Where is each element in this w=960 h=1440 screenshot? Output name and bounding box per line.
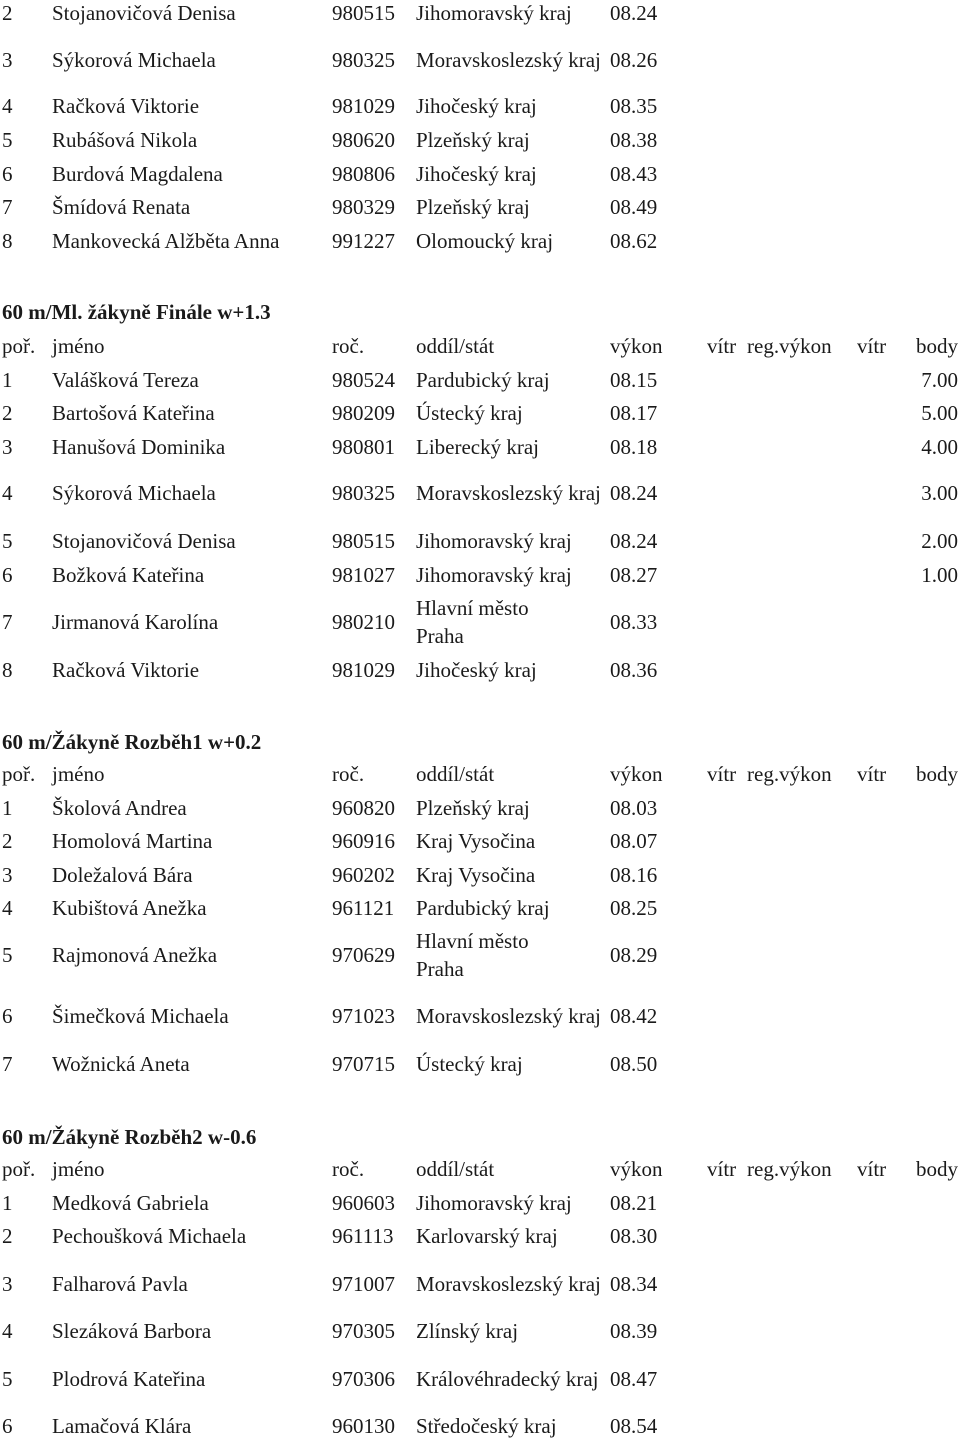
athlete-name: Rubášová Nikola: [52, 128, 198, 152]
header-name: jméno: [52, 1157, 105, 1181]
athlete-name: Plodrová Kateřina: [52, 1367, 206, 1391]
header-year: roč.: [332, 334, 365, 358]
performance: 08.29: [610, 943, 658, 967]
performance: 08.18: [610, 435, 658, 459]
club: Plzeňský kraj: [416, 128, 530, 152]
birth-year: 970306: [332, 1367, 395, 1391]
performance: 08.36: [610, 658, 658, 682]
points: 5.00: [921, 401, 958, 425]
section-title: 60 m/Žákyně Rozběh1 w+0.2: [2, 730, 262, 754]
birth-year: 980515: [332, 1, 395, 25]
club: Moravskoslezský kraj: [416, 48, 601, 72]
rank: 7: [2, 195, 13, 219]
table-row: [0, 126, 960, 154]
performance: 08.33: [610, 610, 658, 634]
rank: 3: [2, 435, 13, 459]
rank: 8: [2, 229, 13, 253]
club: Jihočeský kraj: [416, 658, 537, 682]
birth-year: 980801: [332, 435, 395, 459]
rank: 2: [2, 1, 13, 25]
header-points: body: [916, 334, 958, 358]
rank: 5: [2, 128, 13, 152]
performance: 08.25: [610, 896, 658, 920]
athlete-name: Medková Gabriela: [52, 1191, 209, 1215]
performance: 08.30: [610, 1224, 658, 1248]
table-header: [0, 760, 960, 788]
header-club: oddíl/stát: [416, 334, 495, 358]
performance: 08.39: [610, 1319, 658, 1343]
table-row: [0, 399, 960, 427]
rank: 1: [2, 368, 13, 392]
table-header: [0, 1155, 960, 1183]
birth-year: 960603: [332, 1191, 395, 1215]
rank: 4: [2, 1319, 13, 1343]
club: Plzeňský kraj: [416, 796, 530, 820]
club: Jihočeský kraj: [416, 162, 537, 186]
club: Hlavní město Praha: [416, 596, 529, 648]
table-row: [0, 30, 960, 90]
athlete-name: Jirmanová Karolína: [52, 610, 219, 634]
athlete-name: Burdová Magdalena: [52, 162, 223, 186]
points: 7.00: [921, 368, 958, 392]
club: Moravskoslezský kraj: [416, 1272, 601, 1296]
athlete-name: Božková Kateřina: [52, 563, 205, 587]
rank: 5: [2, 1367, 13, 1391]
club: Pardubický kraj: [416, 896, 550, 920]
athlete-name: Šimečková Michaela: [52, 1004, 229, 1028]
athlete-name: Školová Andrea: [52, 796, 187, 820]
birth-year: 991227: [332, 229, 395, 253]
performance: 08.03: [610, 796, 658, 820]
athlete-name: Šmídová Renata: [52, 195, 191, 219]
table-row: [0, 1222, 960, 1250]
table-row: [0, 1412, 960, 1440]
header-year: roč.: [332, 1157, 365, 1181]
rank: 7: [2, 1052, 13, 1076]
table-row: [0, 0, 960, 26]
header-rank: poř.: [2, 334, 36, 358]
birth-year: 980325: [332, 48, 395, 72]
header-club: oddíl/stát: [416, 762, 495, 786]
birth-year: 980210: [332, 610, 395, 634]
table-row: [0, 1349, 960, 1409]
table-row: [0, 92, 960, 120]
birth-year: 970629: [332, 943, 395, 967]
header-reg: reg.výkon: [747, 1157, 832, 1181]
performance: 08.62: [610, 229, 658, 253]
athlete-name: Bartošová Kateřina: [52, 401, 215, 425]
athlete-name: Falharová Pavla: [52, 1272, 188, 1296]
athlete-name: Pechoušková Michaela: [52, 1224, 247, 1248]
club: Jihomoravský kraj: [416, 1, 572, 25]
points: 1.00: [921, 563, 958, 587]
rank: 1: [2, 796, 13, 820]
table-row: [0, 463, 960, 523]
club: Kraj Vysočina: [416, 863, 536, 887]
header-perf: výkon: [610, 762, 663, 786]
performance: 08.17: [610, 401, 658, 425]
table-row: [0, 986, 960, 1046]
section-title: 60 m/Žákyně Rozběh2 w-0.6: [2, 1125, 257, 1149]
birth-year: 970715: [332, 1052, 395, 1076]
header-points: body: [916, 762, 958, 786]
header-year: roč.: [332, 762, 365, 786]
table-row: [0, 527, 960, 555]
performance: 08.43: [610, 162, 658, 186]
club: Hlavní město Praha: [416, 929, 529, 981]
birth-year: 980524: [332, 368, 395, 392]
birth-year: 981027: [332, 563, 395, 587]
club: Středočeský kraj: [416, 1414, 557, 1438]
table-row: [0, 1254, 960, 1314]
performance: 08.07: [610, 829, 658, 853]
rank: 2: [2, 829, 13, 853]
header-points: body: [916, 1157, 958, 1181]
header-wind2: vítr: [857, 1157, 887, 1181]
table-row: [0, 894, 960, 922]
athlete-name: Stojanovičová Denisa: [52, 1, 236, 25]
club: Liberecký kraj: [416, 435, 540, 459]
athlete-name: Valášková Tereza: [52, 368, 199, 392]
club: Olomoucký kraj: [416, 229, 554, 253]
header-wind: vítr: [707, 1157, 737, 1181]
performance: 08.21: [610, 1191, 658, 1215]
table-row: [0, 925, 960, 985]
athlete-name: Kubištová Anežka: [52, 896, 207, 920]
rank: 4: [2, 896, 13, 920]
birth-year: 980515: [332, 529, 395, 553]
header-name: jméno: [52, 762, 105, 786]
birth-year: 980329: [332, 195, 395, 219]
header-perf: výkon: [610, 1157, 663, 1181]
birth-year: 980620: [332, 128, 395, 152]
table-row: [0, 656, 960, 684]
rank: 1: [2, 1191, 13, 1215]
table-row: [0, 1189, 960, 1217]
header-wind: vítr: [707, 334, 737, 358]
table-row: [0, 861, 960, 889]
rank: 3: [2, 1272, 13, 1296]
rank: 4: [2, 481, 13, 505]
header-wind: vítr: [707, 762, 737, 786]
table-row: [0, 193, 960, 221]
performance: 08.24: [610, 529, 658, 553]
birth-year: 960916: [332, 829, 395, 853]
birth-year: 960820: [332, 796, 395, 820]
athlete-name: Homolová Martina: [52, 829, 213, 853]
table-row: [0, 227, 960, 255]
header-club: oddíl/stát: [416, 1157, 495, 1181]
header-wind2: vítr: [857, 334, 887, 358]
rank: 2: [2, 1224, 13, 1248]
club: Ústecký kraj: [416, 1052, 523, 1076]
rank: 7: [2, 610, 13, 634]
performance: 08.47: [610, 1367, 658, 1391]
rank: 6: [2, 1004, 13, 1028]
birth-year: 971007: [332, 1272, 395, 1296]
performance: 08.26: [610, 48, 658, 72]
points: 2.00: [921, 529, 958, 553]
performance: 08.24: [610, 481, 658, 505]
header-reg: reg.výkon: [747, 762, 832, 786]
header-wind2: vítr: [857, 762, 887, 786]
performance: 08.54: [610, 1414, 658, 1438]
table-row: [0, 433, 960, 461]
table-header: [0, 332, 960, 360]
club: Ústecký kraj: [416, 401, 523, 425]
athlete-name: Mankovecká Alžběta Anna: [52, 229, 280, 253]
performance: 08.15: [610, 368, 658, 392]
performance: 08.38: [610, 128, 658, 152]
club: Jihomoravský kraj: [416, 529, 572, 553]
athlete-name: Račková Viktorie: [52, 658, 200, 682]
table-row: [0, 366, 960, 394]
birth-year: 961113: [332, 1224, 394, 1248]
table-row: [0, 827, 960, 855]
rank: 8: [2, 658, 13, 682]
table-row: [0, 561, 960, 589]
performance: 08.24: [610, 1, 658, 25]
table-row: [0, 160, 960, 188]
performance: 08.49: [610, 195, 658, 219]
table-row: [0, 1050, 960, 1078]
birth-year: 980325: [332, 481, 395, 505]
header-rank: poř.: [2, 762, 36, 786]
header-reg: reg.výkon: [747, 334, 832, 358]
club: Plzeňský kraj: [416, 195, 530, 219]
table-row: [0, 1317, 960, 1345]
header-perf: výkon: [610, 334, 663, 358]
rank: 6: [2, 563, 13, 587]
club: Moravskoslezský kraj: [416, 481, 601, 505]
rank: 3: [2, 863, 13, 887]
athlete-name: Hanušová Dominika: [52, 435, 226, 459]
rank: 5: [2, 529, 13, 553]
club: Zlínský kraj: [416, 1319, 519, 1343]
birth-year: 981029: [332, 658, 395, 682]
club: Královéhradecký kraj: [416, 1367, 599, 1391]
section-title: 60 m/Ml. žákyně Finále w+1.3: [2, 300, 271, 324]
club: Jihomoravský kraj: [416, 563, 572, 587]
athlete-name: Doležalová Bára: [52, 863, 193, 887]
athlete-name: Račková Viktorie: [52, 94, 200, 118]
rank: 6: [2, 1414, 13, 1438]
club: Jihomoravský kraj: [416, 1191, 572, 1215]
rank: 3: [2, 48, 13, 72]
birth-year: 971023: [332, 1004, 395, 1028]
athlete-name: Sýkorová Michaela: [52, 481, 216, 505]
performance: 08.34: [610, 1272, 658, 1296]
athlete-name: Rajmonová Anežka: [52, 943, 218, 967]
table-row: [0, 794, 960, 822]
birth-year: 970305: [332, 1319, 395, 1343]
performance: 08.35: [610, 94, 658, 118]
birth-year: 961121: [332, 896, 395, 920]
points: 3.00: [921, 481, 958, 505]
athlete-name: Wožnická Aneta: [52, 1052, 190, 1076]
performance: 08.16: [610, 863, 658, 887]
performance: 08.50: [610, 1052, 658, 1076]
club: Kraj Vysočina: [416, 829, 536, 853]
header-name: jméno: [52, 334, 105, 358]
club: Karlovarský kraj: [416, 1224, 558, 1248]
header-rank: poř.: [2, 1157, 36, 1181]
birth-year: 960130: [332, 1414, 395, 1438]
performance: 08.42: [610, 1004, 658, 1028]
club: Moravskoslezský kraj: [416, 1004, 601, 1028]
athlete-name: Slezáková Barbora: [52, 1319, 212, 1343]
athlete-name: Sýkorová Michaela: [52, 48, 216, 72]
performance: 08.27: [610, 563, 658, 587]
rank: 2: [2, 401, 13, 425]
rank: 5: [2, 943, 13, 967]
athlete-name: Lamačová Klára: [52, 1414, 192, 1438]
birth-year: 980209: [332, 401, 395, 425]
rank: 6: [2, 162, 13, 186]
table-row: [0, 592, 960, 652]
club: Pardubický kraj: [416, 368, 550, 392]
birth-year: 980806: [332, 162, 395, 186]
points: 4.00: [921, 435, 958, 459]
birth-year: 981029: [332, 94, 395, 118]
club: Jihočeský kraj: [416, 94, 537, 118]
athlete-name: Stojanovičová Denisa: [52, 529, 236, 553]
birth-year: 960202: [332, 863, 395, 887]
rank: 4: [2, 94, 13, 118]
